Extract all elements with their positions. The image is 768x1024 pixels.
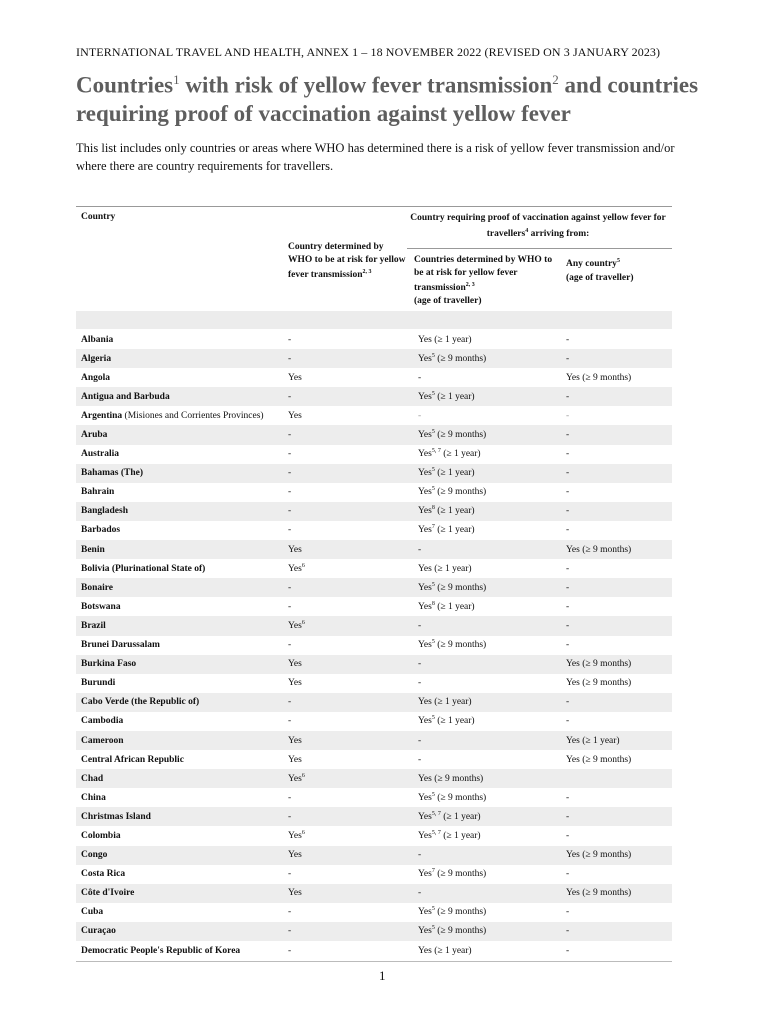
cell-risk: - [283,807,413,826]
table-row [76,540,672,559]
cell-country: Argentina (Misiones and Corrientes Provinces) [81,410,264,421]
table-row [76,712,672,731]
cell-from-risk: - [418,410,422,421]
cell-from-risk: Yes$^{5, 7}$ (≥ 1 year) [418,447,481,460]
cell-any-country: Yes (≥ 1 year) [561,731,672,750]
cell-country: Burkina Faso [76,655,283,674]
cell-country: Aruba [76,425,283,444]
cell-country: Cameroon [76,731,283,750]
cell-from-risk: Yes$^5$ (≥ 9 months) [418,906,487,918]
table-row [76,636,672,655]
running-header: INTERNATIONAL TRAVEL AND HEALTH, ANNEX 1 – 18 NOVEMBER 2022 (REVISED ON 3 JANUARY 2023) [76,45,661,59]
cell-from-risk: - [418,678,422,689]
cell-country: Curaçao [76,922,283,941]
table-row [76,387,672,406]
cell-risk: - [283,578,413,597]
cell-risk: - [288,487,292,498]
cell-country: Cambodia [81,716,124,727]
table-row [76,693,672,712]
cell-from-risk: Yes$^7$ (≥ 1 year) [418,524,475,536]
cell-risk: - [288,449,292,460]
cell-any-country: - [561,387,672,406]
table-row [76,616,672,635]
cell-any-country: Yes (≥ 9 months) [566,678,632,689]
cell-any-country: Yes (≥ 9 months) [566,372,632,383]
cell-risk: - [288,525,292,536]
cell-country: Colombia [81,830,121,841]
cell-from-risk: - [413,655,561,674]
cell-any-country: - [561,616,672,635]
cell-country: Bolivia (Plurinational State of) [81,563,206,574]
cell-any-country: - [561,578,672,597]
table-body [76,330,672,960]
cell-any-country: - [561,807,672,826]
cell-from-risk: - [413,540,561,559]
table-row [76,807,672,826]
cell-country: Bahrain [81,487,115,498]
cell-from-risk: - [418,754,422,765]
cell-risk: Yes$^6$ [288,829,305,841]
header-country: Country [81,212,116,222]
table-row [76,578,672,597]
cell-from-risk: Yes$^{5, 7}$ (≥ 1 year) [413,807,561,826]
country-table [76,330,672,960]
cell-any-country: - [566,830,570,841]
cell-from-risk: Yes$^{5, 7}$ (≥ 1 year) [418,829,481,841]
cell-country: Australia [81,449,119,460]
cell-from-risk: Yes$^5$ (≥ 9 months) [418,638,487,651]
table-row [76,330,672,349]
cell-risk: - [288,907,292,918]
table-row [76,941,672,960]
cell-from-risk: Yes$^7$ (≥ 9 months) [418,868,487,880]
cell-from-risk: - [413,884,561,903]
cell-any-country [561,769,672,788]
cell-from-risk: Yes$^5$ (≥ 1 year) [413,387,561,406]
cell-risk: Yes [283,731,413,750]
cell-any-country: - [566,640,570,651]
cell-any-country: Yes (≥ 9 months) [561,655,672,674]
header-divider [407,248,672,249]
header-from-risk-age: (age of traveller) [414,296,482,306]
cell-risk: Yes [283,540,413,559]
cell-country: Bahamas (The) [76,464,283,483]
cell-from-risk: Yes$^5$ (≥ 1 year) [418,715,475,727]
cell-from-risk: Yes (≥ 1 year) [413,693,561,712]
cell-any-country: - [561,425,672,444]
cell-country: Bonaire [76,578,283,597]
table-header [76,206,672,311]
cell-any-country: - [566,907,570,918]
table-row [76,464,672,483]
cell-country: Algeria [76,349,283,368]
table-row [76,597,672,616]
cell-from-risk: Yes$^5$ (≥ 9 months) [413,425,561,444]
cell-any-country: - [561,502,672,521]
cell-risk: Yes$^6$ [283,616,413,635]
header-from-risk: Countries determined by WHO to be at risk for yellow fever transmission$^{2, 3}$ [414,255,553,294]
cell-from-risk: Yes$^5$ (≥ 9 months) [418,486,487,498]
cell-country: Botswana [81,601,121,612]
table-row [76,731,672,750]
cell-country: Democratic People's Republic of Korea [81,945,241,956]
table-row [76,425,672,444]
cell-risk: Yes$^6$ [283,769,413,788]
header-requirement: Country requiring proof of vaccination against yellow fever for travellers$^4$ arriving from: [410,213,666,240]
cell-country: Chad [76,769,283,788]
table-row [76,674,672,693]
cell-any-country: - [566,869,570,880]
cell-country: Cuba [81,907,104,918]
cell-country: Brunei Darussalam [81,640,160,651]
cell-risk: - [288,869,292,880]
table-row [76,502,672,521]
cell-country: Côte d'Ivoire [76,884,283,903]
cell-from-risk: Yes (≥ 1 year) [418,945,472,956]
cell-risk: Yes [288,754,302,765]
cell-risk: - [288,334,292,345]
header-risk: Country determined by WHO to be at risk for yellow fever transmission$^{2, 3}$ [288,242,406,281]
cell-any-country: - [561,349,672,368]
table-row [76,521,672,540]
cell-from-risk: Yes (≥ 9 months) [413,769,561,788]
cell-from-risk: - [413,616,561,635]
cell-risk: - [288,716,292,727]
cell-risk: - [288,601,292,612]
table-row [76,922,672,941]
cell-country: Barbados [81,525,121,536]
cell-any-country: - [566,334,570,345]
table-row [76,655,672,674]
cell-risk: - [283,425,413,444]
cell-risk: - [288,945,292,956]
table-row [76,846,672,865]
cell-country: Angola [81,372,111,383]
cell-from-risk: - [418,372,422,383]
cell-any-country: - [566,563,570,574]
cell-risk: Yes [283,884,413,903]
cell-risk: Yes$^6$ [288,562,305,574]
cell-from-risk: Yes$^5$ (≥ 9 months) [413,349,561,368]
table-row [76,903,672,922]
table-row [76,559,672,578]
cell-from-risk: Yes (≥ 1 year) [418,334,472,345]
cell-risk: Yes [283,655,413,674]
table-row [76,349,672,368]
cell-risk: - [283,502,413,521]
cell-any-country: - [566,487,570,498]
cell-any-country: - [566,410,570,421]
cell-risk: - [283,693,413,712]
cell-any-country: - [561,922,672,941]
cell-any-country: Yes (≥ 9 months) [561,540,672,559]
cell-country: Christmas Island [76,807,283,826]
table-row [76,769,672,788]
cell-country: Congo [76,846,283,865]
cell-risk: - [283,922,413,941]
table-row [76,483,672,502]
cell-any-country: - [566,525,570,536]
table-row [76,406,672,425]
cell-country: Cabo Verde (the Republic of) [76,693,283,712]
cell-from-risk: Yes (≥ 1 year) [418,563,472,574]
table-row [76,368,672,387]
table-row [76,826,672,845]
cell-any-country: - [566,945,570,956]
cell-risk: Yes [283,846,413,865]
cell-any-country: - [561,693,672,712]
cell-any-country: Yes (≥ 9 months) [561,846,672,865]
header-any-country: Any country$^5$ (age of traveller) [566,258,634,284]
cell-from-risk: - [413,731,561,750]
cell-country: Costa Rica [81,869,126,880]
cell-risk: Yes [288,410,302,421]
page-title: Countries$^1$ with risk of yellow fever transmission$^2$ and countries requiring proof of vaccination against yellow fever [76,72,699,126]
cell-from-risk: Yes$^5$ (≥ 9 months) [418,791,487,803]
cell-risk: - [283,387,413,406]
cell-any-country: - [566,449,570,460]
table-row [76,750,672,769]
intro-paragraph: This list includes only countries or areas where WHO has determined there is a risk of yellow fever transmission and/or where there are country requirements for travellers. [76,141,675,173]
cell-country: Benin [76,540,283,559]
cell-any-country: Yes (≥ 9 months) [566,754,632,765]
cell-country: Antigua and Barbuda [76,387,283,406]
cell-any-country: - [566,716,570,727]
cell-from-risk: - [413,846,561,865]
cell-from-risk: Yes$^5$ (≥ 9 months) [413,578,561,597]
cell-country: Burundi [81,678,116,689]
cell-from-risk: Yes$^5$ (≥ 9 months) [413,922,561,941]
cell-risk: Yes [288,372,302,383]
cell-any-country: - [561,464,672,483]
table-row [76,865,672,884]
cell-risk: - [283,349,413,368]
table-row [76,884,672,903]
cell-country: China [81,792,106,803]
cell-risk: Yes [288,678,302,689]
cell-risk: - [288,792,292,803]
cell-country: Brazil [76,616,283,635]
table-row [76,788,672,807]
cell-any-country: Yes (≥ 9 months) [561,884,672,903]
cell-country: Central African Republic [81,754,184,765]
cell-risk: - [283,464,413,483]
table-bottom-rule [76,961,672,962]
cell-any-country: - [566,792,570,803]
cell-any-country: - [566,601,570,612]
page-number: 1 [379,968,386,983]
table-row [76,445,672,464]
header-shade-band [76,311,672,329]
cell-country: Bangladesh [76,502,283,521]
cell-risk: - [288,640,292,651]
cell-country: Albania [81,334,114,345]
cell-from-risk: Yes$^5$ (≥ 1 year) [413,464,561,483]
cell-from-risk: Yes$^8$ (≥ 1 year) [413,502,561,521]
cell-from-risk: Yes$^8$ (≥ 1 year) [418,600,475,612]
